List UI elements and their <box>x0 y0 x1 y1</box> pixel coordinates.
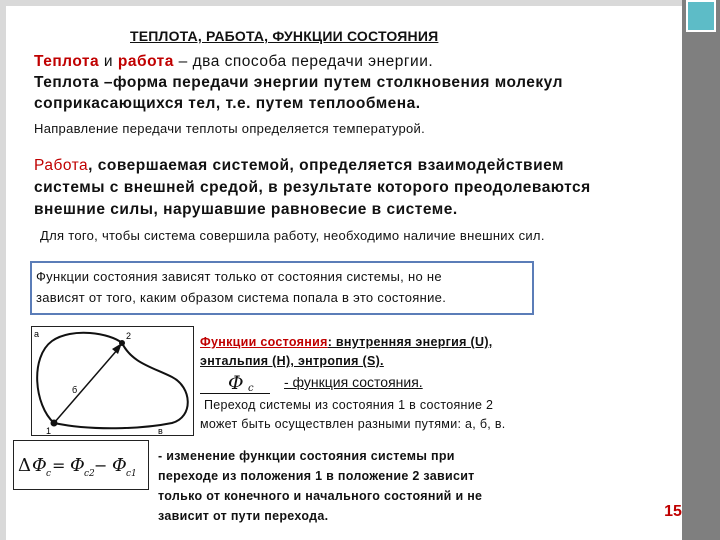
formula-minus: − <box>94 456 108 475</box>
transition-line1: Переход системы из состояния 1 в состояние 2 <box>204 398 494 412</box>
change-line2: переходе из положения 1 в положение 2 зависит <box>158 469 475 483</box>
phi-subscript: c <box>248 383 254 394</box>
work-term: работа <box>117 53 174 70</box>
state-functions-heading: Функции состояния <box>200 335 328 349</box>
change-description <box>158 446 482 526</box>
label-v: в <box>158 426 163 435</box>
change-line3: только от конечного и начального состояний и не <box>158 489 483 503</box>
path-b <box>54 349 118 423</box>
state-functions-list <box>200 333 493 371</box>
state-functions-colon: : внутренняя энергия (U), <box>327 335 493 349</box>
label-a: а <box>34 329 40 339</box>
side-bar-box <box>686 0 716 32</box>
delta-phi-formula <box>13 440 149 490</box>
path-a <box>37 333 122 423</box>
state-functions-line2: энтальпия (Н), энтропия (S). <box>200 354 384 368</box>
change-line1: - изменение функции состояния системы при <box>158 449 455 463</box>
point-2-dot <box>119 340 125 346</box>
phi-definition <box>200 372 470 396</box>
path-diagram-svg <box>32 327 193 435</box>
para3-line2: системы с внешней средой, в результате которого преодолеваются <box>34 179 591 196</box>
formula-phi-lhs: Φ <box>32 455 47 476</box>
page-number: 15 <box>664 503 682 520</box>
phi-description: - функция состояния. <box>284 374 423 390</box>
box-line1: Функции состояния зависят только от состояния системы, но не <box>36 269 442 284</box>
label-point1: 1 <box>46 426 52 435</box>
path-diagram <box>31 326 194 436</box>
formula-sub-lhs: c <box>46 469 52 479</box>
side-bar <box>682 0 720 540</box>
para3-rest: , совершаемая системой, определяется взаимодействием <box>88 157 564 174</box>
state-function-definition-box <box>30 261 534 315</box>
para1-and: и <box>99 53 118 70</box>
point-1-dot <box>51 420 58 427</box>
heat-term: Теплота <box>34 53 100 70</box>
slide-title: ТЕПЛОТА, РАБОТА, ФУНКЦИИ СОСТОЯНИЯ <box>130 28 439 44</box>
para1-line1 <box>34 52 433 72</box>
para3-line3: внешние силы, нарушавшие равновесие в системе. <box>34 201 458 218</box>
para1-line2: Теплота –форма передачи энергии путем столкновения молекул <box>34 74 563 91</box>
formula-phi-c1: Φ <box>112 455 127 476</box>
transition-line2: может быть осуществлен разными путями: а, б, в. <box>200 417 506 431</box>
formula-equals: = <box>52 456 66 475</box>
para3-line1 <box>34 156 564 176</box>
formula-svg <box>14 441 148 489</box>
label-b: б <box>72 385 78 395</box>
para1-rest: – два способа передачи энергии. <box>173 53 434 70</box>
para1-line3: соприкасающихся тел, т.е. путем теплообмена. <box>34 95 421 112</box>
phi-symbol: Φ <box>228 372 244 394</box>
change-line4: зависит от пути перехода. <box>158 509 329 523</box>
para2: Направление передачи теплоты определяется температурой. <box>34 121 426 136</box>
formula-phi-c2: Φ <box>70 455 85 476</box>
formula-sub-c1: c1 <box>126 469 137 479</box>
formula-sub-c2: c2 <box>84 469 95 479</box>
para4: Для того, чтобы система совершила работу, необходимо наличие внешних сил. <box>40 228 545 243</box>
state-functions-line1 <box>200 333 493 352</box>
transition-text <box>200 396 506 434</box>
box-line2: зависят от того, каким образом система попала в это состояние. <box>36 290 447 305</box>
work-term-2: Работа <box>34 157 89 174</box>
formula-delta: Δ <box>18 455 31 476</box>
label-point2: 2 <box>126 331 132 341</box>
